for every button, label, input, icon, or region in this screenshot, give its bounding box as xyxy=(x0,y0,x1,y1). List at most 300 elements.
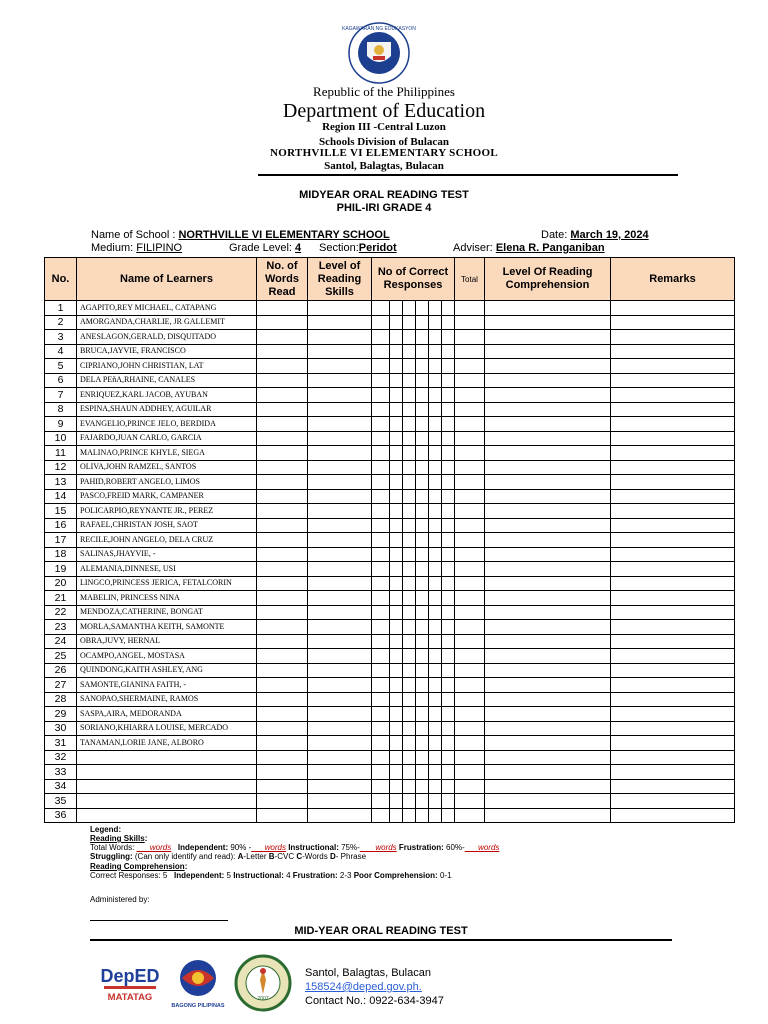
response-cell xyxy=(442,402,455,417)
legend-struggling-line xyxy=(90,852,366,861)
response-cell xyxy=(372,649,390,664)
learner-name: AMORGANDA,CHARLIE, JR GALLEMIT xyxy=(77,315,257,330)
response-cell xyxy=(416,504,429,519)
administered-by-label: Administered by: xyxy=(90,895,150,904)
response-cell xyxy=(403,315,416,330)
response-cell xyxy=(403,634,416,649)
table-row xyxy=(45,359,735,374)
instructional-blank xyxy=(360,843,397,852)
table-row xyxy=(45,663,735,678)
learner-name: PASCO,FREID MARK, CAMPANER xyxy=(77,489,257,504)
learner-name: ENRIQUEZ,KARL JACOB, AYUBAN xyxy=(77,388,257,403)
reading-skill-cell xyxy=(308,634,372,649)
response-cell xyxy=(390,373,403,388)
learner-name: DELA PEñA,RHAINE, CANALES xyxy=(77,373,257,388)
table-row xyxy=(45,649,735,664)
response-cell xyxy=(416,359,429,374)
words-read-cell xyxy=(257,344,308,359)
remarks-cell xyxy=(611,315,735,330)
comprehension-cell xyxy=(485,721,611,736)
row-number: 36 xyxy=(45,808,77,823)
words-read-cell xyxy=(257,750,308,765)
comprehension-cell xyxy=(485,417,611,432)
row-number: 28 xyxy=(45,692,77,707)
response-cell xyxy=(442,692,455,707)
response-cell xyxy=(403,431,416,446)
remarks-cell xyxy=(611,605,735,620)
col-header-remarks: Remarks xyxy=(611,258,735,301)
col-header-name: Name of Learners xyxy=(77,258,257,301)
response-cell xyxy=(372,533,390,548)
words-read-cell xyxy=(257,373,308,388)
response-cell xyxy=(416,533,429,548)
response-cell xyxy=(429,591,442,606)
words-read-cell xyxy=(257,678,308,693)
response-cell xyxy=(372,736,390,751)
learner-name xyxy=(77,808,257,823)
total-cell xyxy=(455,678,485,693)
response-cell xyxy=(442,417,455,432)
words-read-cell xyxy=(257,620,308,635)
comprehension-cell xyxy=(485,794,611,809)
total-cell xyxy=(455,330,485,345)
row-number: 5 xyxy=(45,359,77,374)
deped-seal-logo xyxy=(337,22,421,84)
school-address: Santol, Balagtas, Bulacan xyxy=(324,160,444,172)
response-cell xyxy=(416,431,429,446)
learner-name: LINGCO,PRINCESS JERICA, FETALCORIN xyxy=(77,576,257,591)
row-number: 11 xyxy=(45,446,77,461)
code-b: B xyxy=(268,852,275,861)
response-cell xyxy=(390,388,403,403)
learner-name: BRUCA,JAYVIE, FRANCISCO xyxy=(77,344,257,359)
comprehension-cell xyxy=(485,388,611,403)
total-cell xyxy=(455,779,485,794)
medium-label: Medium: xyxy=(91,242,134,254)
response-cell xyxy=(372,721,390,736)
total-cell xyxy=(455,649,485,664)
words-read-cell xyxy=(257,721,308,736)
response-cell xyxy=(372,794,390,809)
learner-name: SAMONTE,GIANINA FAITH, - xyxy=(77,678,257,693)
response-cell xyxy=(403,446,416,461)
department-title: Department of Education xyxy=(282,100,486,122)
independent-blank xyxy=(251,843,286,852)
response-cell xyxy=(429,808,442,823)
row-number: 6 xyxy=(45,373,77,388)
response-cell xyxy=(372,692,390,707)
words-read-cell xyxy=(257,808,308,823)
words-read-cell xyxy=(257,460,308,475)
remarks-cell xyxy=(611,388,735,403)
response-cell xyxy=(442,373,455,388)
response-cell xyxy=(390,533,403,548)
response-cell xyxy=(390,765,403,780)
remarks-cell xyxy=(611,765,735,780)
total-cell xyxy=(455,562,485,577)
total-cell xyxy=(455,750,485,765)
response-cell xyxy=(416,547,429,562)
learner-name: POLICARPIO,REYNANTE JR., PEREZ xyxy=(77,504,257,519)
code-d-text: - Phrase xyxy=(335,852,367,861)
response-cell xyxy=(372,446,390,461)
response-cell xyxy=(442,605,455,620)
reading-skill-cell xyxy=(308,446,372,461)
response-cell xyxy=(372,663,390,678)
learner-name: ALEMANIA,DINNESE, USI xyxy=(77,562,257,577)
learner-name: ANESLAGON,GERALD, DISQUITADO xyxy=(77,330,257,345)
table-row xyxy=(45,765,735,780)
response-cell xyxy=(429,678,442,693)
response-cell xyxy=(372,808,390,823)
table-row xyxy=(45,344,735,359)
total-cell xyxy=(455,576,485,591)
response-cell xyxy=(390,576,403,591)
response-cell xyxy=(390,475,403,490)
words-read-cell xyxy=(257,547,308,562)
comprehension-cell xyxy=(485,605,611,620)
row-number: 7 xyxy=(45,388,77,403)
frustration-label: Frustration: xyxy=(398,843,444,852)
table-row xyxy=(45,301,735,316)
table-row xyxy=(45,518,735,533)
response-cell xyxy=(390,562,403,577)
reading-skill-cell xyxy=(308,649,372,664)
response-cell xyxy=(403,504,416,519)
remarks-cell xyxy=(611,518,735,533)
response-cell xyxy=(416,330,429,345)
total-cell xyxy=(455,620,485,635)
matatag-text: MATATAG xyxy=(107,992,153,1003)
svg-text:KAGAWARAN NG EDUKASYON: KAGAWARAN NG EDUKASYON xyxy=(342,26,416,32)
response-cell xyxy=(403,330,416,345)
response-cell xyxy=(442,315,455,330)
header-divider xyxy=(258,174,678,176)
independent-label: Independent: xyxy=(177,843,229,852)
response-cell xyxy=(372,750,390,765)
row-number: 20 xyxy=(45,576,77,591)
comprehension-cell xyxy=(485,765,611,780)
response-cell xyxy=(390,750,403,765)
response-cell xyxy=(429,750,442,765)
response-cell xyxy=(390,634,403,649)
total-cell xyxy=(455,533,485,548)
total-words-blank xyxy=(137,843,172,852)
response-cell xyxy=(429,388,442,403)
comprehension-cell xyxy=(485,634,611,649)
comprehension-cell xyxy=(485,489,611,504)
reading-skill-cell xyxy=(308,620,372,635)
col-header-no: No. xyxy=(45,258,77,301)
response-cell xyxy=(403,547,416,562)
remarks-cell xyxy=(611,402,735,417)
table-row xyxy=(45,315,735,330)
row-number: 34 xyxy=(45,779,77,794)
response-cell xyxy=(442,475,455,490)
response-cell xyxy=(372,765,390,780)
reading-skill-cell xyxy=(308,518,372,533)
row-number: 21 xyxy=(45,591,77,606)
grade-label: Grade Level: xyxy=(229,242,292,254)
table-row xyxy=(45,402,735,417)
response-cell xyxy=(429,402,442,417)
response-cell xyxy=(372,634,390,649)
total-cell xyxy=(455,475,485,490)
comprehension-cell xyxy=(485,736,611,751)
table-row xyxy=(45,489,735,504)
remarks-cell xyxy=(611,779,735,794)
table-row xyxy=(45,431,735,446)
remarks-cell xyxy=(611,721,735,736)
response-cell xyxy=(429,765,442,780)
response-cell xyxy=(372,301,390,316)
response-cell xyxy=(390,779,403,794)
words-read-cell xyxy=(257,562,308,577)
independent-pct: 90% - xyxy=(230,843,252,852)
response-cell xyxy=(403,678,416,693)
comprehension-cell xyxy=(485,649,611,664)
learner-name xyxy=(77,779,257,794)
words-read-cell xyxy=(257,634,308,649)
words-read-cell xyxy=(257,489,308,504)
row-number: 18 xyxy=(45,547,77,562)
response-cell xyxy=(429,620,442,635)
row-number: 2 xyxy=(45,315,77,330)
response-cell xyxy=(390,649,403,664)
total-cell xyxy=(455,301,485,316)
response-cell xyxy=(390,330,403,345)
remarks-cell xyxy=(611,634,735,649)
comprehension-cell xyxy=(485,460,611,475)
table-header-row xyxy=(45,258,735,301)
response-cell xyxy=(429,634,442,649)
response-cell xyxy=(442,562,455,577)
comprehension-cell xyxy=(485,504,611,519)
response-cell xyxy=(403,649,416,664)
words-read-cell xyxy=(257,518,308,533)
learner-name: SANOPAO,SHERMAINE, RAMOS xyxy=(77,692,257,707)
total-cell xyxy=(455,591,485,606)
response-cell xyxy=(390,359,403,374)
total-cell xyxy=(455,460,485,475)
comprehension-cell xyxy=(485,402,611,417)
reading-skill-cell xyxy=(308,388,372,403)
row-number: 16 xyxy=(45,518,77,533)
learner-name xyxy=(77,794,257,809)
response-cell xyxy=(403,460,416,475)
col-header-level: Level of Reading Skills xyxy=(308,258,372,301)
response-cell xyxy=(403,779,416,794)
response-cell xyxy=(442,533,455,548)
code-c: C xyxy=(296,852,303,861)
response-cell xyxy=(442,736,455,751)
total-cell xyxy=(455,344,485,359)
remarks-cell xyxy=(611,576,735,591)
comprehension-cell xyxy=(485,518,611,533)
reading-skill-cell xyxy=(308,547,372,562)
response-cell xyxy=(372,402,390,417)
learner-name: OCAMPO,ANGEL, MOSTASA xyxy=(77,649,257,664)
response-cell xyxy=(429,707,442,722)
frustration-pct: 60%- xyxy=(446,843,465,852)
response-cell xyxy=(403,721,416,736)
words-read-cell xyxy=(257,315,308,330)
learner-name: MENDOZA,CATHERINE, BONGAT xyxy=(77,605,257,620)
response-cell xyxy=(442,518,455,533)
response-cell xyxy=(390,489,403,504)
words-read-cell xyxy=(257,504,308,519)
response-cell xyxy=(416,344,429,359)
school-field xyxy=(91,229,390,241)
reading-skill-cell xyxy=(308,692,372,707)
response-cell xyxy=(403,475,416,490)
response-cell xyxy=(372,460,390,475)
reading-skill-cell xyxy=(308,678,372,693)
row-number: 30 xyxy=(45,721,77,736)
response-cell xyxy=(442,765,455,780)
footer-email-link[interactable]: 158524@deped.gov.ph. xyxy=(305,981,422,993)
col-header-total: Total xyxy=(455,258,485,301)
response-cell xyxy=(403,576,416,591)
frustration-blank xyxy=(465,843,500,852)
response-cell xyxy=(442,707,455,722)
words-read-cell xyxy=(257,736,308,751)
words-read-cell xyxy=(257,431,308,446)
words-read-cell xyxy=(257,707,308,722)
response-cell xyxy=(429,721,442,736)
response-cell xyxy=(372,373,390,388)
total-cell xyxy=(455,315,485,330)
response-cell xyxy=(403,692,416,707)
comp-poor-val: 0-1 xyxy=(439,871,452,880)
response-cell xyxy=(372,707,390,722)
response-cell xyxy=(390,794,403,809)
table-row xyxy=(45,417,735,432)
response-cell xyxy=(442,779,455,794)
response-cell xyxy=(429,446,442,461)
words-read-cell xyxy=(257,765,308,780)
comprehension-cell xyxy=(485,562,611,577)
reading-skill-cell xyxy=(308,736,372,751)
words-text-3: words xyxy=(375,843,397,852)
response-cell xyxy=(372,359,390,374)
response-cell xyxy=(416,620,429,635)
learner-name: RECILE,JOHN ANGELO, DELA CRUZ xyxy=(77,533,257,548)
row-number: 26 xyxy=(45,663,77,678)
response-cell xyxy=(429,518,442,533)
response-cell xyxy=(429,692,442,707)
school-label: Name of School : xyxy=(91,229,176,241)
reading-skill-cell xyxy=(308,359,372,374)
total-cell xyxy=(455,547,485,562)
response-cell xyxy=(416,721,429,736)
response-cell xyxy=(416,707,429,722)
response-cell xyxy=(416,605,429,620)
response-cell xyxy=(390,547,403,562)
words-read-cell xyxy=(257,533,308,548)
comprehension-cell xyxy=(485,591,611,606)
response-cell xyxy=(429,344,442,359)
response-cell xyxy=(390,301,403,316)
comprehension-cell xyxy=(485,373,611,388)
table-row xyxy=(45,620,735,635)
total-cell xyxy=(455,431,485,446)
adviser-field xyxy=(453,242,605,254)
table-row xyxy=(45,547,735,562)
comprehension-cell xyxy=(485,359,611,374)
total-words-label: Total Words: xyxy=(90,843,135,852)
words-read-cell xyxy=(257,446,308,461)
response-cell xyxy=(442,344,455,359)
legend-comp-line xyxy=(90,871,452,880)
reading-skill-cell xyxy=(308,489,372,504)
response-cell xyxy=(416,388,429,403)
remarks-cell xyxy=(611,707,735,722)
date-value: March 19, 2024 xyxy=(570,229,649,241)
response-cell xyxy=(372,504,390,519)
remarks-cell xyxy=(611,533,735,548)
remarks-cell xyxy=(611,475,735,490)
row-number: 31 xyxy=(45,736,77,751)
form-title: MIDYEAR ORAL READING TEST xyxy=(299,189,469,201)
reading-skill-cell xyxy=(308,794,372,809)
response-cell xyxy=(429,431,442,446)
response-cell xyxy=(442,431,455,446)
table-row xyxy=(45,678,735,693)
medium-field xyxy=(91,242,182,254)
reading-skill-cell xyxy=(308,533,372,548)
comprehension-cell xyxy=(485,663,611,678)
response-cell xyxy=(416,315,429,330)
response-cell xyxy=(429,533,442,548)
response-cell xyxy=(416,750,429,765)
table-row xyxy=(45,794,735,809)
comprehension-cell xyxy=(485,344,611,359)
response-cell xyxy=(416,373,429,388)
reading-skill-cell xyxy=(308,663,372,678)
response-cell xyxy=(390,707,403,722)
comprehension-cell xyxy=(485,692,611,707)
grade-field xyxy=(229,242,301,254)
comp-frustration-val: 2-3 xyxy=(339,871,352,880)
response-cell xyxy=(429,489,442,504)
words-read-cell xyxy=(257,692,308,707)
legend-comp-title: Reading Comprehension: xyxy=(90,862,188,871)
row-number: 22 xyxy=(45,605,77,620)
words-read-cell xyxy=(257,591,308,606)
words-read-cell xyxy=(257,475,308,490)
legend-title: Legend: xyxy=(90,825,122,834)
reading-skill-cell xyxy=(308,707,372,722)
skills-title-text: Reading Skills xyxy=(90,834,145,843)
total-cell xyxy=(455,504,485,519)
table-row xyxy=(45,533,735,548)
learner-name: CIPRIANO,JOHN CHRISTIAN, LAT xyxy=(77,359,257,374)
row-number: 14 xyxy=(45,489,77,504)
response-cell xyxy=(442,750,455,765)
learner-name: SORIANO,KHIARRA LOUISE, MERCADO xyxy=(77,721,257,736)
response-cell xyxy=(416,649,429,664)
bagong-text: BAGONG PILIPINAS xyxy=(171,1003,225,1009)
response-cell xyxy=(442,808,455,823)
remarks-cell xyxy=(611,663,735,678)
row-number: 1 xyxy=(45,301,77,316)
remarks-cell xyxy=(611,489,735,504)
date-label: Date: xyxy=(541,229,568,241)
correct-responses-text: Correct Responses: 5 xyxy=(90,871,168,880)
response-cell xyxy=(429,330,442,345)
col-header-comprehension: Level Of Reading Comprehension xyxy=(485,258,611,301)
